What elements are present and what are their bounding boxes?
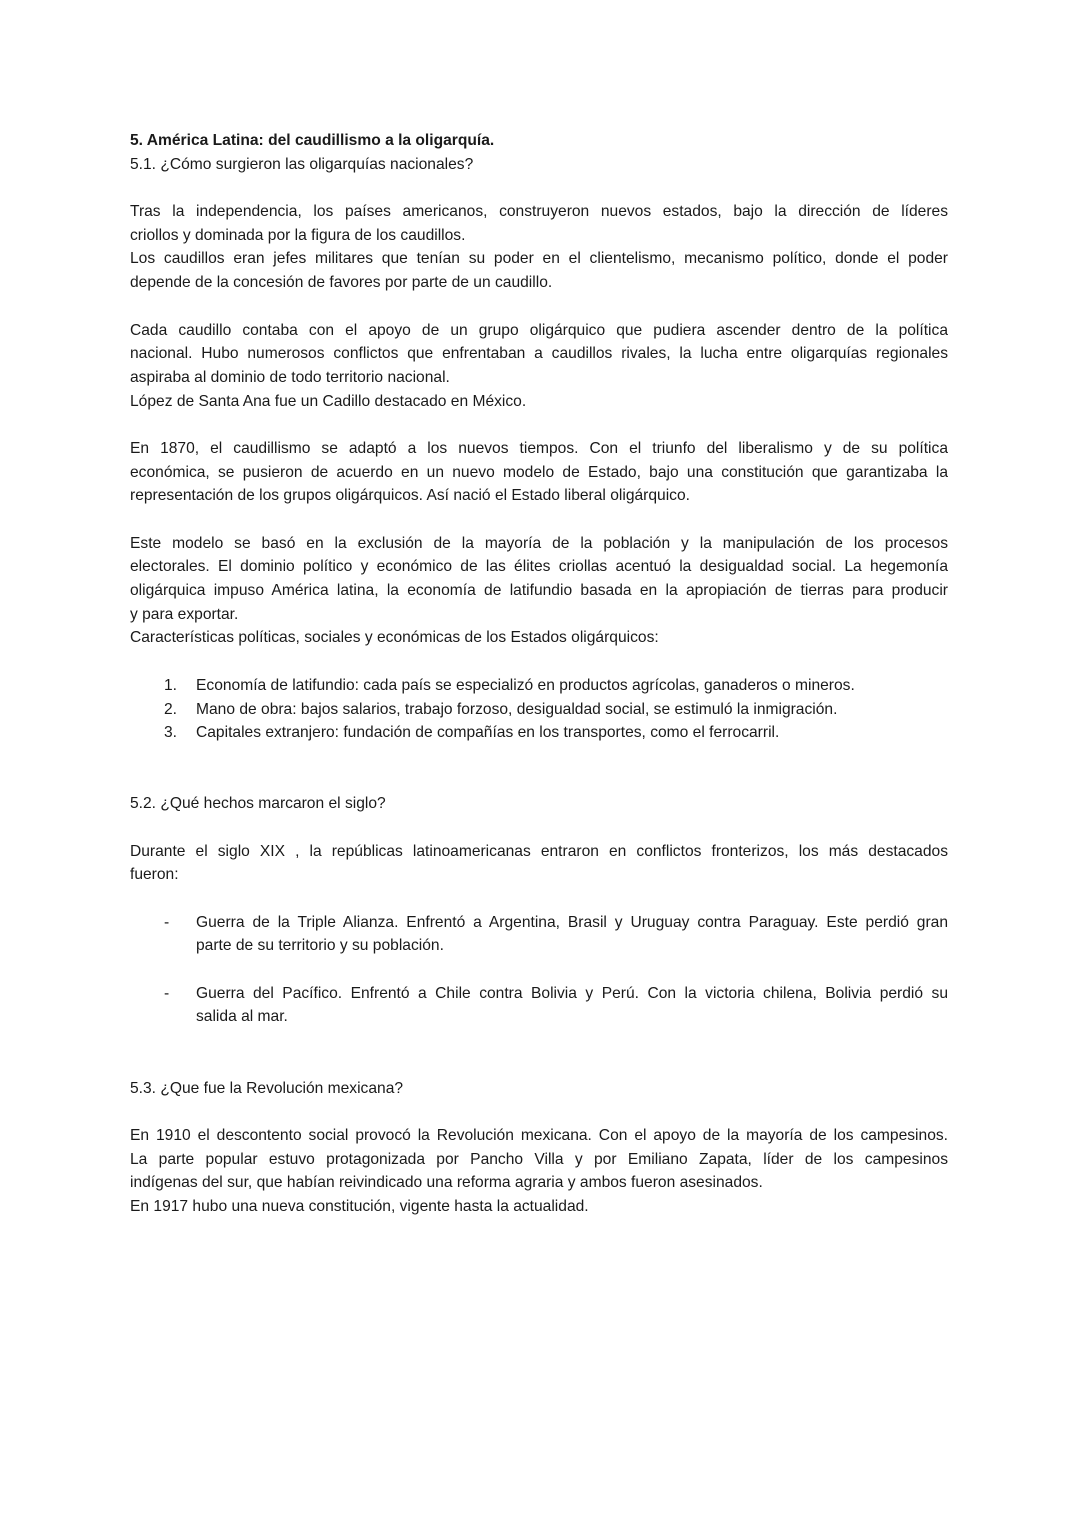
text-line: criollos y dominada por la figura de los caudillos. xyxy=(130,226,466,244)
list-marker: - xyxy=(164,913,170,931)
text-line: oligárquica impuso América latina, la economía de latifundio basada en la apropiación de tierras para producir xyxy=(130,582,948,600)
paragraph xyxy=(130,532,948,650)
paragraph xyxy=(130,437,948,508)
text-line: Características políticas, sociales y económicas de los Estados oligárquicos: xyxy=(130,629,659,647)
text-line: Este modelo se basó en la exclusión de la mayoría de la población y la manipulación de los procesos xyxy=(130,534,948,552)
list-item-line xyxy=(130,911,948,935)
list-item xyxy=(130,674,948,698)
list-item-text: Guerra del Pacífico. Enfrentó a Chile contra Bolivia y Perú. Con la victoria chilena, Bolivia perdió su xyxy=(196,984,948,1002)
text-line: Cada caudillo contaba con el apoyo de un grupo oligárquico que pudiera ascender dentro de la política xyxy=(130,321,948,339)
list-item xyxy=(130,698,948,722)
text-line: nacional. Hubo numerosos conflictos que enfrentaban a caudillos rivales, la lucha entre oligarquías regionales xyxy=(130,345,948,363)
text-line: En 1917 hubo una nueva constitución, vigente hasta la actualidad. xyxy=(130,1197,589,1215)
list-item-text: Guerra de la Triple Alianza. Enfrentó a Argentina, Brasil y Uruguay contra Paraguay. Este perdió gran xyxy=(196,913,948,931)
list-item-line xyxy=(130,934,948,958)
list-item-text: parte de su territorio y su población. xyxy=(196,937,444,955)
numbered-list xyxy=(130,674,948,745)
text-line: y para exportar. xyxy=(130,605,239,623)
paragraph xyxy=(130,1124,948,1219)
paragraph xyxy=(130,200,948,295)
list-marker: 1. xyxy=(164,676,178,694)
list-item xyxy=(130,982,948,1029)
document-title: 5. América Latina: del caudillismo a la oligarquía. xyxy=(130,132,495,149)
list-item-text: Capitales extranjero: fundación de compañías en los transportes, como el ferrocarril. xyxy=(196,724,780,742)
list-item-text: Economía de latifundio: cada país se especializó en productos agrícolas, ganaderos o mineros. xyxy=(196,676,855,694)
text-line: Tras la independencia, los países americanos, construyeron nuevos estados, bajo la dirección de líderes xyxy=(130,203,948,221)
list-item-line xyxy=(130,982,948,1006)
list-marker: 3. xyxy=(164,724,178,742)
list-item-text: salida al mar. xyxy=(196,1008,288,1026)
list-marker: 2. xyxy=(164,700,178,718)
text-line: depende de la concesión de favores por parte de un caudillo. xyxy=(130,274,553,292)
list-item-line xyxy=(130,1005,948,1029)
section-heading: 5.2. ¿Qué hechos marcaron el siglo? xyxy=(130,795,386,813)
list-marker: - xyxy=(164,984,170,1002)
bullet-list xyxy=(130,911,948,1029)
text-line: Durante el siglo XIX , la repúblicas latinoamericanas entraron en conflictos fronterizos, los más destacados xyxy=(130,842,948,860)
text-line: La parte popular estuvo protagonizada por Pancho Villa y por Emiliano Zapata, líder de los campesinos xyxy=(130,1150,948,1168)
document-page xyxy=(130,129,948,1219)
text-line: aspiraba al dominio de todo territorio nacional. xyxy=(130,368,450,386)
list-item-text: Mano de obra: bajos salarios, trabajo forzoso, desigualdad social, se estimuló la inmigración. xyxy=(196,700,838,718)
section-heading: 5.3. ¿Que fue la Revolución mexicana? xyxy=(130,1079,404,1097)
list-item xyxy=(130,721,948,745)
text-line: Los caudillos eran jefes militares que tenían su poder en el clientelismo, mecanismo político, donde el poder xyxy=(130,250,948,268)
text-line: representación de los grupos oligárquicos. Así nació el Estado liberal oligárquico. xyxy=(130,487,690,505)
text-line: En 1870, el caudillismo se adaptó a los nuevos tiempos. Con el triunfo del liberalismo y de su política xyxy=(130,439,948,457)
text-line: fueron: xyxy=(130,866,179,884)
list-item xyxy=(130,911,948,958)
text-line: electorales. El dominio político y económico de las élites criollas acentuó la desigualdad social. La hegemonía xyxy=(130,558,948,576)
section-heading: 5.1. ¿Cómo surgieron las oligarquías nacionales? xyxy=(130,155,474,173)
text-line: económica, se pusieron de acuerdo en un nuevo modelo de Estado, bajo una constitución que garantizaba la xyxy=(130,463,948,481)
text-line: En 1910 el descontento social provocó la Revolución mexicana. Con el apoyo de la mayoría de los campesinos. xyxy=(130,1126,948,1144)
paragraph xyxy=(130,840,948,887)
paragraph xyxy=(130,319,948,414)
text-line: López de Santa Ana fue un Cadillo destacado en México. xyxy=(130,392,527,410)
text-line: indígenas del sur, que habían reivindicado una reforma agraria y ambos fueron asesinados. xyxy=(130,1174,763,1192)
